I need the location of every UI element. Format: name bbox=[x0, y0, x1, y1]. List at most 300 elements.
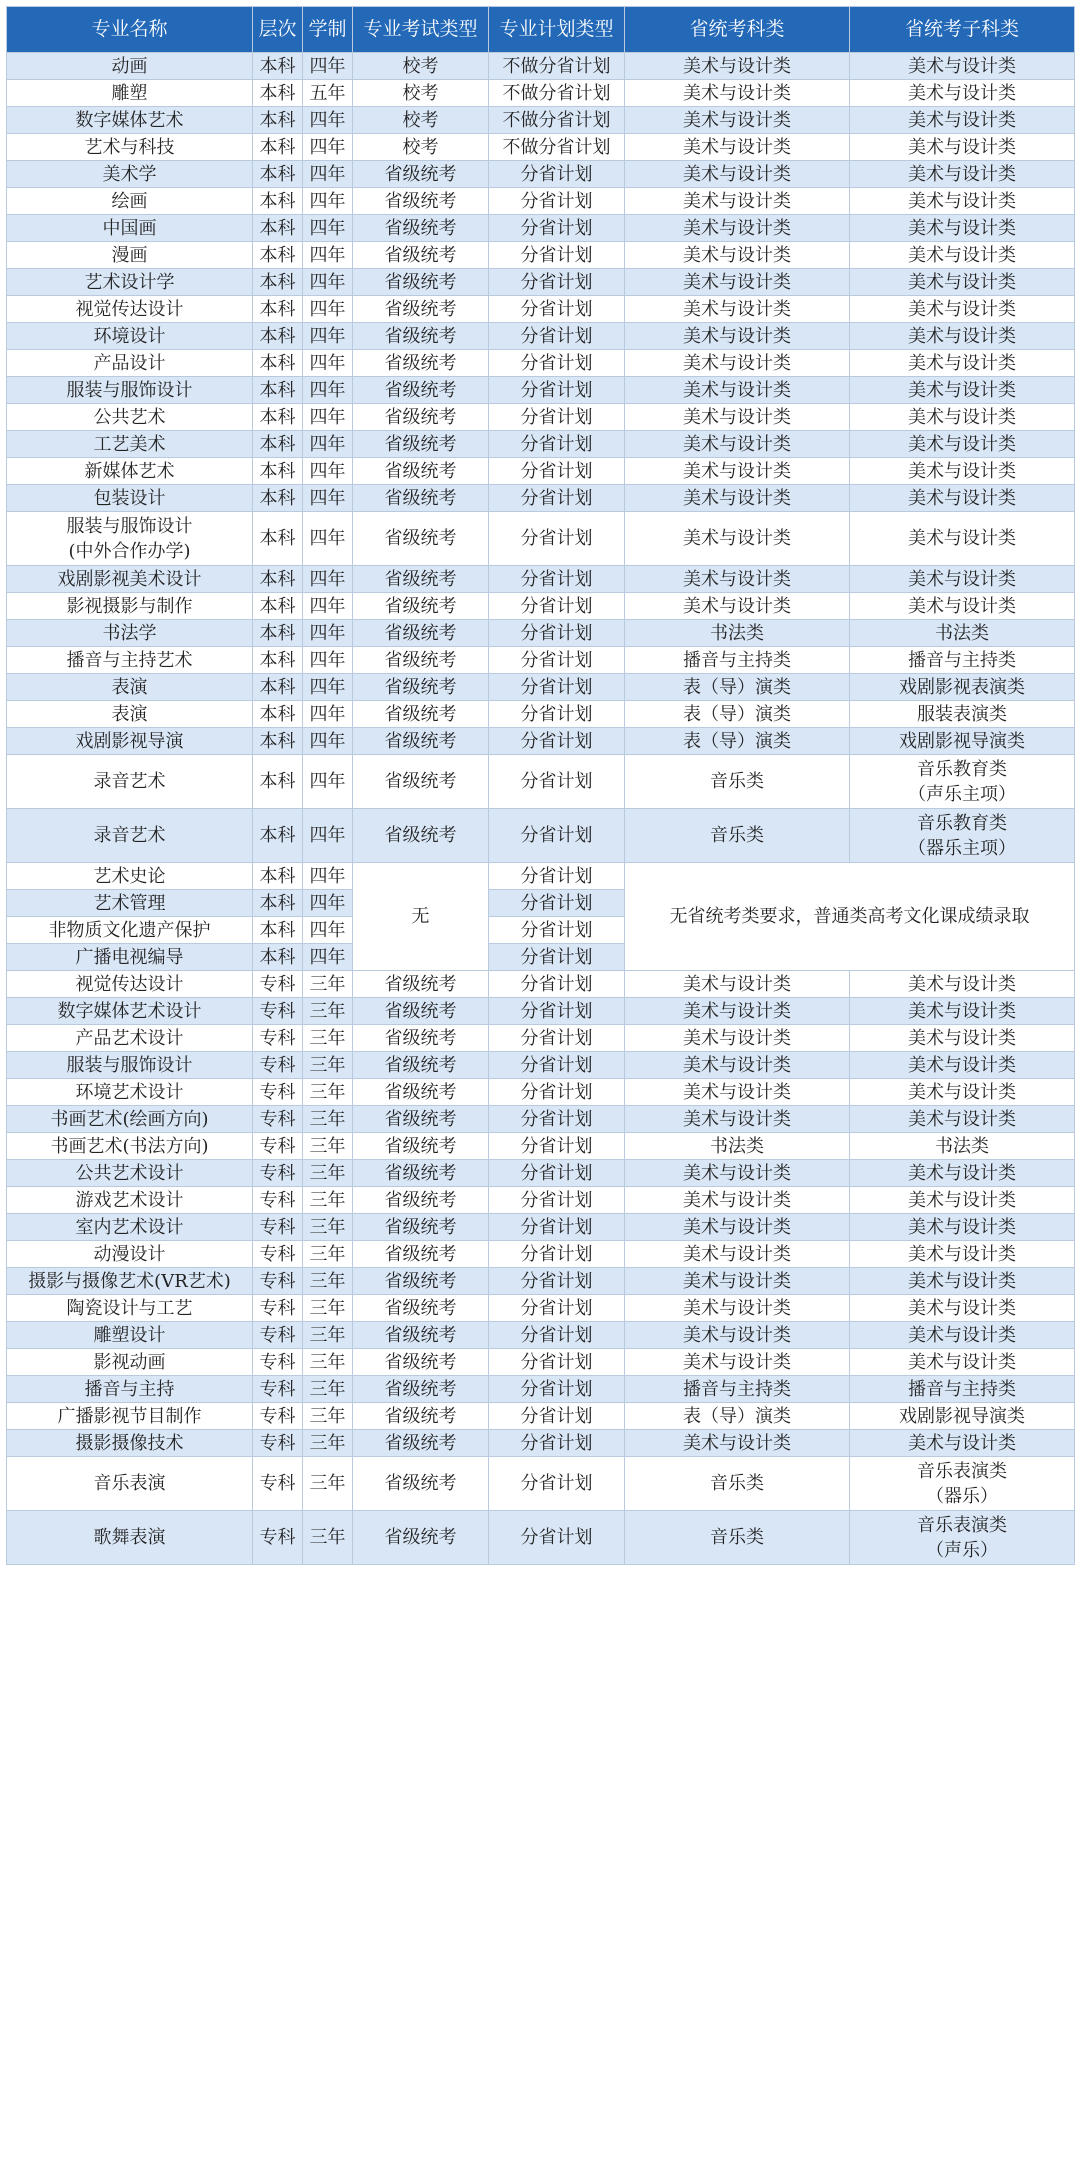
table-row bbox=[7, 512, 1075, 566]
major-name-cell: 包装设计 bbox=[7, 485, 253, 512]
exam-category-cell: 音乐类 bbox=[625, 1457, 850, 1511]
table-row bbox=[7, 1052, 1075, 1079]
exam-subcategory-cell: 美术与设计类 bbox=[850, 458, 1075, 485]
exam-category-cell: 音乐类 bbox=[625, 755, 850, 809]
table-row bbox=[7, 1106, 1075, 1133]
plan-type-cell: 分省计划 bbox=[489, 269, 625, 296]
major-name-cell: 室内艺术设计 bbox=[7, 1214, 253, 1241]
table-row bbox=[7, 1241, 1075, 1268]
exam-subcategory-cell: 美术与设计类 bbox=[850, 512, 1075, 566]
duration-cell: 三年 bbox=[303, 1511, 353, 1565]
exam-subcategory-cell: 美术与设计类 bbox=[850, 1241, 1075, 1268]
level-cell: 专科 bbox=[253, 1376, 303, 1403]
level-cell: 专科 bbox=[253, 1430, 303, 1457]
exam-category-cell: 美术与设计类 bbox=[625, 1052, 850, 1079]
table-row bbox=[7, 161, 1075, 188]
table-row bbox=[7, 1295, 1075, 1322]
exam-subcategory-cell: 美术与设计类 bbox=[850, 1349, 1075, 1376]
table-row bbox=[7, 1160, 1075, 1187]
major-name-cell: 广播电视编导 bbox=[7, 944, 253, 971]
exam-subcategory-cell: 美术与设计类 bbox=[850, 53, 1075, 80]
plan-type-cell: 分省计划 bbox=[489, 1511, 625, 1565]
table-row bbox=[7, 404, 1075, 431]
exam-type-cell: 省级统考 bbox=[353, 1268, 489, 1295]
level-cell: 专科 bbox=[253, 1349, 303, 1376]
plan-type-cell: 分省计划 bbox=[489, 485, 625, 512]
plan-type-cell: 分省计划 bbox=[489, 188, 625, 215]
plan-type-cell: 分省计划 bbox=[489, 971, 625, 998]
level-cell: 专科 bbox=[253, 971, 303, 998]
plan-type-cell: 分省计划 bbox=[489, 728, 625, 755]
plan-type-cell: 分省计划 bbox=[489, 377, 625, 404]
duration-cell: 三年 bbox=[303, 1106, 353, 1133]
major-name-cell: 环境艺术设计 bbox=[7, 1079, 253, 1106]
exam-category-cell: 美术与设计类 bbox=[625, 404, 850, 431]
major-name-cell: 艺术与科技 bbox=[7, 134, 253, 161]
level-cell: 本科 bbox=[253, 269, 303, 296]
major-name-cell: 产品设计 bbox=[7, 350, 253, 377]
exam-type-cell: 省级统考 bbox=[353, 1322, 489, 1349]
duration-cell: 三年 bbox=[303, 1187, 353, 1214]
table-row bbox=[7, 593, 1075, 620]
exam-subcategory-cell: 美术与设计类 bbox=[850, 242, 1075, 269]
table-row bbox=[7, 809, 1075, 863]
header-plan-type: 专业计划类型 bbox=[489, 7, 625, 53]
duration-cell: 四年 bbox=[303, 647, 353, 674]
level-cell: 本科 bbox=[253, 512, 303, 566]
exam-type-cell: 省级统考 bbox=[353, 593, 489, 620]
major-name-cell: 动漫设计 bbox=[7, 1241, 253, 1268]
table-row bbox=[7, 1457, 1075, 1511]
major-name-cell: 环境设计 bbox=[7, 323, 253, 350]
exam-category-cell: 美术与设计类 bbox=[625, 1322, 850, 1349]
major-name-cell: 数字媒体艺术 bbox=[7, 107, 253, 134]
duration-cell: 四年 bbox=[303, 404, 353, 431]
exam-category-cell: 美术与设计类 bbox=[625, 1025, 850, 1052]
exam-category-cell: 美术与设计类 bbox=[625, 269, 850, 296]
duration-cell: 四年 bbox=[303, 728, 353, 755]
exam-category-cell: 美术与设计类 bbox=[625, 1430, 850, 1457]
plan-type-cell: 分省计划 bbox=[489, 1403, 625, 1430]
level-cell: 专科 bbox=[253, 1295, 303, 1322]
plan-type-cell: 分省计划 bbox=[489, 404, 625, 431]
table-row bbox=[7, 107, 1075, 134]
table-row bbox=[7, 755, 1075, 809]
exam-subcategory-cell: 音乐表演类 （声乐） bbox=[850, 1511, 1075, 1565]
exam-type-cell: 省级统考 bbox=[353, 1133, 489, 1160]
major-name-cell: 表演 bbox=[7, 674, 253, 701]
major-name-cell: 表演 bbox=[7, 701, 253, 728]
exam-type-cell: 省级统考 bbox=[353, 296, 489, 323]
major-name-cell: 服装与服饰设计 (中外合作办学) bbox=[7, 512, 253, 566]
duration-cell: 四年 bbox=[303, 296, 353, 323]
exam-category-cell: 无省统考类要求，普通类高考文化课成绩录取 bbox=[625, 863, 1075, 971]
exam-type-cell: 省级统考 bbox=[353, 350, 489, 377]
major-name-cell: 艺术史论 bbox=[7, 863, 253, 890]
plan-type-cell: 分省计划 bbox=[489, 458, 625, 485]
level-cell: 专科 bbox=[253, 1403, 303, 1430]
major-name-cell: 影视摄影与制作 bbox=[7, 593, 253, 620]
exam-subcategory-cell: 音乐教育类 （声乐主项） bbox=[850, 755, 1075, 809]
plan-type-cell: 分省计划 bbox=[489, 1295, 625, 1322]
plan-type-cell: 分省计划 bbox=[489, 1457, 625, 1511]
level-cell: 本科 bbox=[253, 728, 303, 755]
exam-subcategory-cell: 美术与设计类 bbox=[850, 485, 1075, 512]
duration-cell: 三年 bbox=[303, 1214, 353, 1241]
exam-subcategory-cell: 美术与设计类 bbox=[850, 404, 1075, 431]
header-exam-type: 专业考试类型 bbox=[353, 7, 489, 53]
level-cell: 本科 bbox=[253, 620, 303, 647]
major-name-cell: 非物质文化遗产保护 bbox=[7, 917, 253, 944]
exam-type-cell: 省级统考 bbox=[353, 1403, 489, 1430]
exam-type-cell: 省级统考 bbox=[353, 1106, 489, 1133]
level-cell: 专科 bbox=[253, 1106, 303, 1133]
exam-subcategory-cell: 美术与设计类 bbox=[850, 1079, 1075, 1106]
table-row bbox=[7, 1403, 1075, 1430]
exam-type-cell: 省级统考 bbox=[353, 188, 489, 215]
level-cell: 本科 bbox=[253, 323, 303, 350]
exam-category-cell: 书法类 bbox=[625, 620, 850, 647]
level-cell: 专科 bbox=[253, 1079, 303, 1106]
exam-category-cell: 美术与设计类 bbox=[625, 188, 850, 215]
exam-category-cell: 美术与设计类 bbox=[625, 1079, 850, 1106]
exam-category-cell: 美术与设计类 bbox=[625, 1349, 850, 1376]
exam-type-cell: 无 bbox=[353, 863, 489, 971]
exam-category-cell: 美术与设计类 bbox=[625, 53, 850, 80]
duration-cell: 四年 bbox=[303, 566, 353, 593]
plan-type-cell: 分省计划 bbox=[489, 161, 625, 188]
duration-cell: 四年 bbox=[303, 863, 353, 890]
table-row bbox=[7, 323, 1075, 350]
exam-type-cell: 省级统考 bbox=[353, 161, 489, 188]
exam-type-cell: 省级统考 bbox=[353, 674, 489, 701]
major-name-cell: 陶瓷设计与工艺 bbox=[7, 1295, 253, 1322]
table-row bbox=[7, 431, 1075, 458]
plan-type-cell: 分省计划 bbox=[489, 566, 625, 593]
duration-cell: 四年 bbox=[303, 485, 353, 512]
major-name-cell: 服装与服饰设计 bbox=[7, 377, 253, 404]
major-name-cell: 服装与服饰设计 bbox=[7, 1052, 253, 1079]
exam-subcategory-cell: 书法类 bbox=[850, 1133, 1075, 1160]
duration-cell: 四年 bbox=[303, 134, 353, 161]
plan-type-cell: 分省计划 bbox=[489, 809, 625, 863]
table-row bbox=[7, 1214, 1075, 1241]
duration-cell: 四年 bbox=[303, 53, 353, 80]
plan-type-cell: 分省计划 bbox=[489, 1241, 625, 1268]
duration-cell: 三年 bbox=[303, 998, 353, 1025]
duration-cell: 三年 bbox=[303, 1160, 353, 1187]
exam-type-cell: 省级统考 bbox=[353, 1511, 489, 1565]
exam-category-cell: 表（导）演类 bbox=[625, 674, 850, 701]
level-cell: 本科 bbox=[253, 350, 303, 377]
plan-type-cell: 分省计划 bbox=[489, 998, 625, 1025]
exam-category-cell: 美术与设计类 bbox=[625, 998, 850, 1025]
exam-subcategory-cell: 播音与主持类 bbox=[850, 1376, 1075, 1403]
major-name-cell: 音乐表演 bbox=[7, 1457, 253, 1511]
exam-subcategory-cell: 美术与设计类 bbox=[850, 323, 1075, 350]
exam-subcategory-cell: 美术与设计类 bbox=[850, 998, 1075, 1025]
exam-category-cell: 美术与设计类 bbox=[625, 1241, 850, 1268]
duration-cell: 三年 bbox=[303, 1457, 353, 1511]
exam-type-cell: 省级统考 bbox=[353, 1349, 489, 1376]
major-name-cell: 歌舞表演 bbox=[7, 1511, 253, 1565]
plan-type-cell: 分省计划 bbox=[489, 701, 625, 728]
plan-type-cell: 分省计划 bbox=[489, 1079, 625, 1106]
major-name-cell: 绘画 bbox=[7, 188, 253, 215]
duration-cell: 四年 bbox=[303, 107, 353, 134]
table-row bbox=[7, 242, 1075, 269]
table-row bbox=[7, 728, 1075, 755]
table-row bbox=[7, 1025, 1075, 1052]
exam-category-cell: 美术与设计类 bbox=[625, 971, 850, 998]
plan-type-cell: 分省计划 bbox=[489, 323, 625, 350]
exam-type-cell: 省级统考 bbox=[353, 377, 489, 404]
exam-type-cell: 省级统考 bbox=[353, 620, 489, 647]
duration-cell: 三年 bbox=[303, 971, 353, 998]
table-body bbox=[7, 53, 1075, 1565]
exam-subcategory-cell: 美术与设计类 bbox=[850, 1106, 1075, 1133]
major-name-cell: 视觉传达设计 bbox=[7, 971, 253, 998]
duration-cell: 四年 bbox=[303, 215, 353, 242]
level-cell: 专科 bbox=[253, 1322, 303, 1349]
duration-cell: 四年 bbox=[303, 161, 353, 188]
exam-type-cell: 省级统考 bbox=[353, 242, 489, 269]
exam-type-cell: 省级统考 bbox=[353, 1214, 489, 1241]
table-row bbox=[7, 1187, 1075, 1214]
exam-subcategory-cell: 美术与设计类 bbox=[850, 188, 1075, 215]
exam-type-cell: 省级统考 bbox=[353, 512, 489, 566]
table-header-row bbox=[7, 7, 1075, 53]
plan-type-cell: 分省计划 bbox=[489, 1430, 625, 1457]
plan-type-cell: 分省计划 bbox=[489, 1214, 625, 1241]
major-name-cell: 摄影与摄像艺术(VR艺术) bbox=[7, 1268, 253, 1295]
major-name-cell: 艺术设计学 bbox=[7, 269, 253, 296]
plan-type-cell: 分省计划 bbox=[489, 1106, 625, 1133]
plan-type-cell: 分省计划 bbox=[489, 215, 625, 242]
table-row bbox=[7, 377, 1075, 404]
major-name-cell: 雕塑 bbox=[7, 80, 253, 107]
plan-type-cell: 分省计划 bbox=[489, 620, 625, 647]
exam-subcategory-cell: 音乐表演类 （器乐） bbox=[850, 1457, 1075, 1511]
level-cell: 专科 bbox=[253, 1133, 303, 1160]
table-row bbox=[7, 1349, 1075, 1376]
plan-type-cell: 不做分省计划 bbox=[489, 134, 625, 161]
table-row bbox=[7, 620, 1075, 647]
exam-type-cell: 校考 bbox=[353, 80, 489, 107]
level-cell: 本科 bbox=[253, 566, 303, 593]
major-name-cell: 产品艺术设计 bbox=[7, 1025, 253, 1052]
duration-cell: 四年 bbox=[303, 944, 353, 971]
plan-type-cell: 分省计划 bbox=[489, 1376, 625, 1403]
duration-cell: 四年 bbox=[303, 701, 353, 728]
major-name-cell: 数字媒体艺术设计 bbox=[7, 998, 253, 1025]
table-row bbox=[7, 80, 1075, 107]
plan-type-cell: 分省计划 bbox=[489, 1052, 625, 1079]
table-row bbox=[7, 53, 1075, 80]
major-name-cell: 公共艺术 bbox=[7, 404, 253, 431]
duration-cell: 四年 bbox=[303, 269, 353, 296]
exam-subcategory-cell: 美术与设计类 bbox=[850, 296, 1075, 323]
exam-category-cell: 表（导）演类 bbox=[625, 701, 850, 728]
level-cell: 本科 bbox=[253, 944, 303, 971]
exam-subcategory-cell: 美术与设计类 bbox=[850, 1160, 1075, 1187]
major-name-cell: 播音与主持 bbox=[7, 1376, 253, 1403]
duration-cell: 四年 bbox=[303, 755, 353, 809]
table-row bbox=[7, 1133, 1075, 1160]
level-cell: 本科 bbox=[253, 53, 303, 80]
exam-type-cell: 省级统考 bbox=[353, 1052, 489, 1079]
plan-type-cell: 不做分省计划 bbox=[489, 107, 625, 134]
level-cell: 本科 bbox=[253, 485, 303, 512]
exam-category-cell: 美术与设计类 bbox=[625, 431, 850, 458]
plan-type-cell: 不做分省计划 bbox=[489, 80, 625, 107]
level-cell: 本科 bbox=[253, 431, 303, 458]
duration-cell: 三年 bbox=[303, 1376, 353, 1403]
plan-type-cell: 分省计划 bbox=[489, 1133, 625, 1160]
header-duration: 学制 bbox=[303, 7, 353, 53]
table-row bbox=[7, 1376, 1075, 1403]
exam-type-cell: 省级统考 bbox=[353, 1025, 489, 1052]
exam-type-cell: 省级统考 bbox=[353, 431, 489, 458]
exam-subcategory-cell: 戏剧影视导演类 bbox=[850, 1403, 1075, 1430]
exam-subcategory-cell: 美术与设计类 bbox=[850, 1214, 1075, 1241]
exam-category-cell: 音乐类 bbox=[625, 1511, 850, 1565]
level-cell: 本科 bbox=[253, 890, 303, 917]
table-row bbox=[7, 1511, 1075, 1565]
duration-cell: 三年 bbox=[303, 1322, 353, 1349]
table-row bbox=[7, 566, 1075, 593]
plan-type-cell: 分省计划 bbox=[489, 1025, 625, 1052]
plan-type-cell: 分省计划 bbox=[489, 296, 625, 323]
exam-subcategory-cell: 美术与设计类 bbox=[850, 566, 1075, 593]
level-cell: 专科 bbox=[253, 1268, 303, 1295]
level-cell: 本科 bbox=[253, 647, 303, 674]
header-level: 层次 bbox=[253, 7, 303, 53]
exam-type-cell: 省级统考 bbox=[353, 647, 489, 674]
exam-category-cell: 美术与设计类 bbox=[625, 242, 850, 269]
table-row bbox=[7, 971, 1075, 998]
table-row bbox=[7, 458, 1075, 485]
duration-cell: 四年 bbox=[303, 242, 353, 269]
plan-type-cell: 分省计划 bbox=[489, 1160, 625, 1187]
major-name-cell: 书法学 bbox=[7, 620, 253, 647]
exam-type-cell: 省级统考 bbox=[353, 1241, 489, 1268]
exam-subcategory-cell: 美术与设计类 bbox=[850, 269, 1075, 296]
level-cell: 本科 bbox=[253, 161, 303, 188]
major-name-cell: 影视动画 bbox=[7, 1349, 253, 1376]
major-name-cell: 戏剧影视美术设计 bbox=[7, 566, 253, 593]
exam-subcategory-cell: 美术与设计类 bbox=[850, 80, 1075, 107]
exam-subcategory-cell: 服装表演类 bbox=[850, 701, 1075, 728]
exam-category-cell: 美术与设计类 bbox=[625, 107, 850, 134]
table-row bbox=[7, 701, 1075, 728]
exam-type-cell: 省级统考 bbox=[353, 728, 489, 755]
exam-subcategory-cell: 书法类 bbox=[850, 620, 1075, 647]
exam-category-cell: 美术与设计类 bbox=[625, 512, 850, 566]
table-row bbox=[7, 998, 1075, 1025]
exam-subcategory-cell: 美术与设计类 bbox=[850, 1025, 1075, 1052]
exam-category-cell: 表（导）演类 bbox=[625, 728, 850, 755]
exam-type-cell: 省级统考 bbox=[353, 701, 489, 728]
duration-cell: 三年 bbox=[303, 1403, 353, 1430]
exam-subcategory-cell: 美术与设计类 bbox=[850, 1187, 1075, 1214]
table-row bbox=[7, 215, 1075, 242]
plan-type-cell: 不做分省计划 bbox=[489, 53, 625, 80]
major-name-cell: 中国画 bbox=[7, 215, 253, 242]
exam-type-cell: 省级统考 bbox=[353, 269, 489, 296]
exam-type-cell: 省级统考 bbox=[353, 566, 489, 593]
plan-type-cell: 分省计划 bbox=[489, 1322, 625, 1349]
level-cell: 专科 bbox=[253, 1187, 303, 1214]
level-cell: 本科 bbox=[253, 701, 303, 728]
level-cell: 本科 bbox=[253, 215, 303, 242]
exam-type-cell: 省级统考 bbox=[353, 404, 489, 431]
exam-category-cell: 美术与设计类 bbox=[625, 1214, 850, 1241]
level-cell: 本科 bbox=[253, 917, 303, 944]
duration-cell: 四年 bbox=[303, 377, 353, 404]
duration-cell: 三年 bbox=[303, 1025, 353, 1052]
duration-cell: 三年 bbox=[303, 1133, 353, 1160]
exam-type-cell: 校考 bbox=[353, 53, 489, 80]
duration-cell: 四年 bbox=[303, 188, 353, 215]
level-cell: 专科 bbox=[253, 1214, 303, 1241]
duration-cell: 五年 bbox=[303, 80, 353, 107]
plan-type-cell: 分省计划 bbox=[489, 890, 625, 917]
level-cell: 专科 bbox=[253, 1241, 303, 1268]
exam-subcategory-cell: 戏剧影视导演类 bbox=[850, 728, 1075, 755]
table-row bbox=[7, 350, 1075, 377]
plan-type-cell: 分省计划 bbox=[489, 593, 625, 620]
level-cell: 本科 bbox=[253, 377, 303, 404]
plan-type-cell: 分省计划 bbox=[489, 944, 625, 971]
exam-category-cell: 美术与设计类 bbox=[625, 1187, 850, 1214]
level-cell: 本科 bbox=[253, 80, 303, 107]
majors-table-container bbox=[6, 6, 1074, 1565]
exam-category-cell: 美术与设计类 bbox=[625, 485, 850, 512]
header-major-name: 专业名称 bbox=[7, 7, 253, 53]
exam-type-cell: 省级统考 bbox=[353, 998, 489, 1025]
plan-type-cell: 分省计划 bbox=[489, 350, 625, 377]
exam-type-cell: 省级统考 bbox=[353, 485, 489, 512]
exam-type-cell: 省级统考 bbox=[353, 1457, 489, 1511]
table-row bbox=[7, 485, 1075, 512]
exam-type-cell: 省级统考 bbox=[353, 1376, 489, 1403]
major-name-cell: 公共艺术设计 bbox=[7, 1160, 253, 1187]
level-cell: 本科 bbox=[253, 458, 303, 485]
duration-cell: 四年 bbox=[303, 809, 353, 863]
duration-cell: 三年 bbox=[303, 1079, 353, 1106]
exam-subcategory-cell: 美术与设计类 bbox=[850, 134, 1075, 161]
table-row bbox=[7, 1322, 1075, 1349]
exam-category-cell: 美术与设计类 bbox=[625, 215, 850, 242]
plan-type-cell: 分省计划 bbox=[489, 1187, 625, 1214]
major-name-cell: 书画艺术(书法方向) bbox=[7, 1133, 253, 1160]
major-name-cell: 美术学 bbox=[7, 161, 253, 188]
major-name-cell: 工艺美术 bbox=[7, 431, 253, 458]
duration-cell: 三年 bbox=[303, 1052, 353, 1079]
plan-type-cell: 分省计划 bbox=[489, 242, 625, 269]
exam-category-cell: 美术与设计类 bbox=[625, 1268, 850, 1295]
exam-subcategory-cell: 美术与设计类 bbox=[850, 1295, 1075, 1322]
exam-category-cell: 音乐类 bbox=[625, 809, 850, 863]
plan-type-cell: 分省计划 bbox=[489, 1349, 625, 1376]
exam-category-cell: 美术与设计类 bbox=[625, 296, 850, 323]
duration-cell: 四年 bbox=[303, 620, 353, 647]
level-cell: 本科 bbox=[253, 296, 303, 323]
plan-type-cell: 分省计划 bbox=[489, 1268, 625, 1295]
table-row bbox=[7, 188, 1075, 215]
exam-category-cell: 美术与设计类 bbox=[625, 323, 850, 350]
